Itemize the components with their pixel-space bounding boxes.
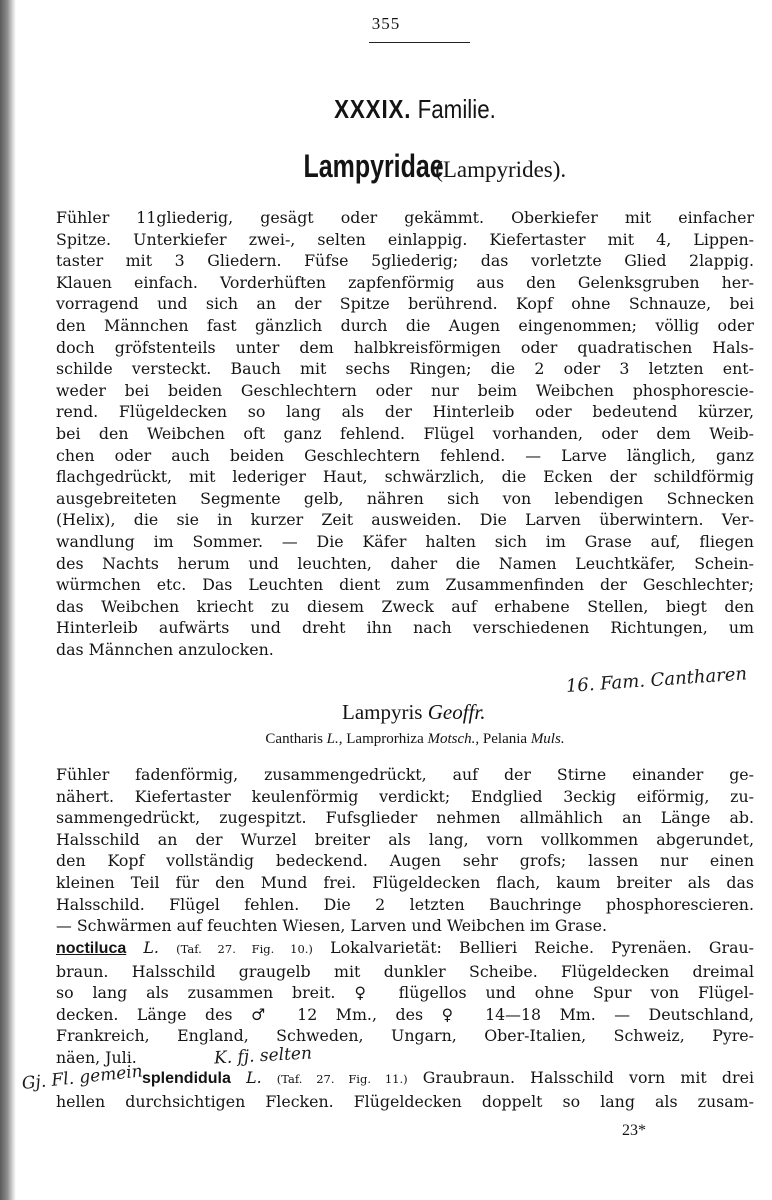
genus-author: Geoffr. [427,700,486,724]
text-line: schilde versteckt. Bauch mit sechs Ringen; die 2 oder 3 letzten ent- [56,359,754,379]
text-line: den Kopf vollständig bedeckend. Augen sehr grofs; lassen nur einen [56,851,754,871]
species-author: L. [143,938,159,957]
genus-description [56,764,754,937]
genus-name: Lampyris [342,700,423,724]
handwritten-note-family: 16. Fam. Cantharen [565,663,748,697]
synonym-2: Lamprorhiza [346,731,424,747]
family-title [0,144,772,192]
text-line: wandlung im Sommer. — Die Käfer halten sich im Grase auf, fliegen [56,531,754,551]
text-line: Halsschild an der Wurzel breiter als lang, vorn vollkommen abgerundet, [56,829,754,849]
text-line: den Männchen fast gänzlich durch die Augen eingenommen; völlig oder [56,315,754,335]
genus-synonyms [0,731,772,748]
text-line: Klauen einfach. Vorderhüften zapfenförmig aus den Gelenksgruben her- [56,272,754,292]
family-name: Lampyridae [303,148,444,184]
text-line: näen, Juli. [56,1047,137,1067]
family-vernacular: (Lampyrides). [435,157,567,182]
family-numeral: XXXIX. [334,94,412,124]
page-number: 355 [371,14,401,33]
text-line: chen oder auch beiden Geschlechtern fehlend. — Larve länglich, ganz [56,445,754,465]
text-line: — Schwärmen auf feuchten Wiesen, Larven und Weibchen im Grase. [56,916,608,936]
synonym-1-author: L., [326,731,343,747]
text-line: das Weibchen kriecht zu diesem Zweck auf erhabene Stellen, biegt den [56,596,754,616]
text-line: braun. Halsschild graugelb mit dunkler Scheibe. Flügeldecken dreimal [56,961,754,981]
species-name: noctiluca [56,940,127,957]
text-line: ausgebreiteten Segmente gelb, nähren sich von lebendigen Schnecken [56,488,754,508]
family-heading [58,94,772,125]
text-line: kleinen Teil für den Mund frei. Flügeldecken flach, kaum breiter als das [56,872,754,892]
text-line: bei den Weibchen oft ganz fehlend. Flügel vorhanden, oder dem Weib- [56,423,754,443]
handwritten-note-margin: Gj. Fl. gemein [20,1061,144,1094]
species-name: splendidula [142,1070,231,1087]
text-line: des Nachts herum und leuchten, daher die Namen Leuchtkäfer, Schein- [56,553,754,573]
text-line: weder bei beiden Geschlechtern oder nur beim Weibchen phosphorescie- [56,380,754,400]
text-line: flachgedrückt, mit lederiger Haut, schwärzlich, die Ecken der schildförmig [56,467,754,487]
header-rule [369,42,470,43]
plate-reference: (Taf. 27. Fig. 10.) [176,942,313,956]
text-line: nähert. Kiefertaster keulenförmig verdickt; Endglied 3eckig eiförmig, zu- [56,786,754,806]
text-line: doch gröfstenteils unter dem halbkreisförmigen oder quadratischen Hals- [56,337,754,357]
text-line: hellen durchsichtigen Flecken. Flügeldecken doppelt so lang als zusam- [56,1091,754,1111]
synonym-1: Cantharis [265,731,323,747]
text-line: Hinterleib aufwärts und dreht ihn nach verschiedenen Richtungen, um [56,618,754,638]
species-header-line [56,1067,754,1091]
family-description [56,207,754,660]
text-line: Frankreich, England, Schweden, Ungarn, Ober-Italien, Schweiz, Pyre- [56,1026,754,1046]
text-line: Fühler fadenförmig, zusammengedrückt, auf der Stirne einander ge- [56,765,754,784]
species-entry-splendidula [56,1067,754,1112]
species-text: Graubraun. Halsschild vorn mit drei [422,1068,754,1087]
text-line: vorragend und sich an der Spitze berührend. Kopf ohne Schnauze, bei [56,294,754,314]
text-line: rend. Flügeldecken so lang als der Hinterleib oder bedeutend kürzer, [56,402,754,422]
text-line: taster mit 3 Gliedern. Füfse 5gliederig; das vorletzte Glied 2lappig. [56,251,754,271]
synonym-2-author: Motsch., [427,731,480,747]
synonym-3: Pelania [482,731,528,747]
text-line: decken. Länge des ♂ 12 Mm., des ♀ 14—18 Mm. — Deutschland, [56,1004,754,1024]
text-line: das Männchen anzulocken. [56,639,274,659]
signature-mark: 23* [622,1122,646,1139]
species-entry-noctiluca [56,937,754,1069]
text-line: sammengedrückt, zugespitzt. Fufsglieder nehmen allmählich an Länge ab. [56,808,754,828]
species-text: Lokalvarietät: Bellieri Reiche. Pyrenäen. Grau- [330,938,755,957]
synonym-3-author: Muls. [530,731,565,747]
family-word: Familie. [417,94,496,124]
genus-title [342,700,485,725]
handwritten-note-inline: K. fj. selten [213,1043,313,1069]
text-line: Halsschild. Flügel fehlen. Die 2 letzten Bauchringe phosphorescieren. [56,894,754,914]
text-line: (Helix), die sie in kurzer Zeit ausweiden. Die Larven überwintern. Ver- [56,510,754,530]
text-line: würmchen etc. Das Leuchten dient zum Zusammenfinden der Geschlechter; [56,575,754,595]
species-author: L. [246,1068,262,1087]
plate-reference: (Taf. 27. Fig. 11.) [276,1072,408,1086]
text-line: Fühler 11gliederig, gesägt oder gekämmt. Oberkiefer mit einfacher [56,208,754,227]
text-line: Spitze. Unterkiefer zwei-, selten einlappig. Kiefertaster mit 4, Lippen- [56,229,754,249]
text-line: so lang als zusammen breit. ♀ flügellos und ohne Spur von Flügel- [56,983,754,1003]
species-header-line [56,937,754,961]
